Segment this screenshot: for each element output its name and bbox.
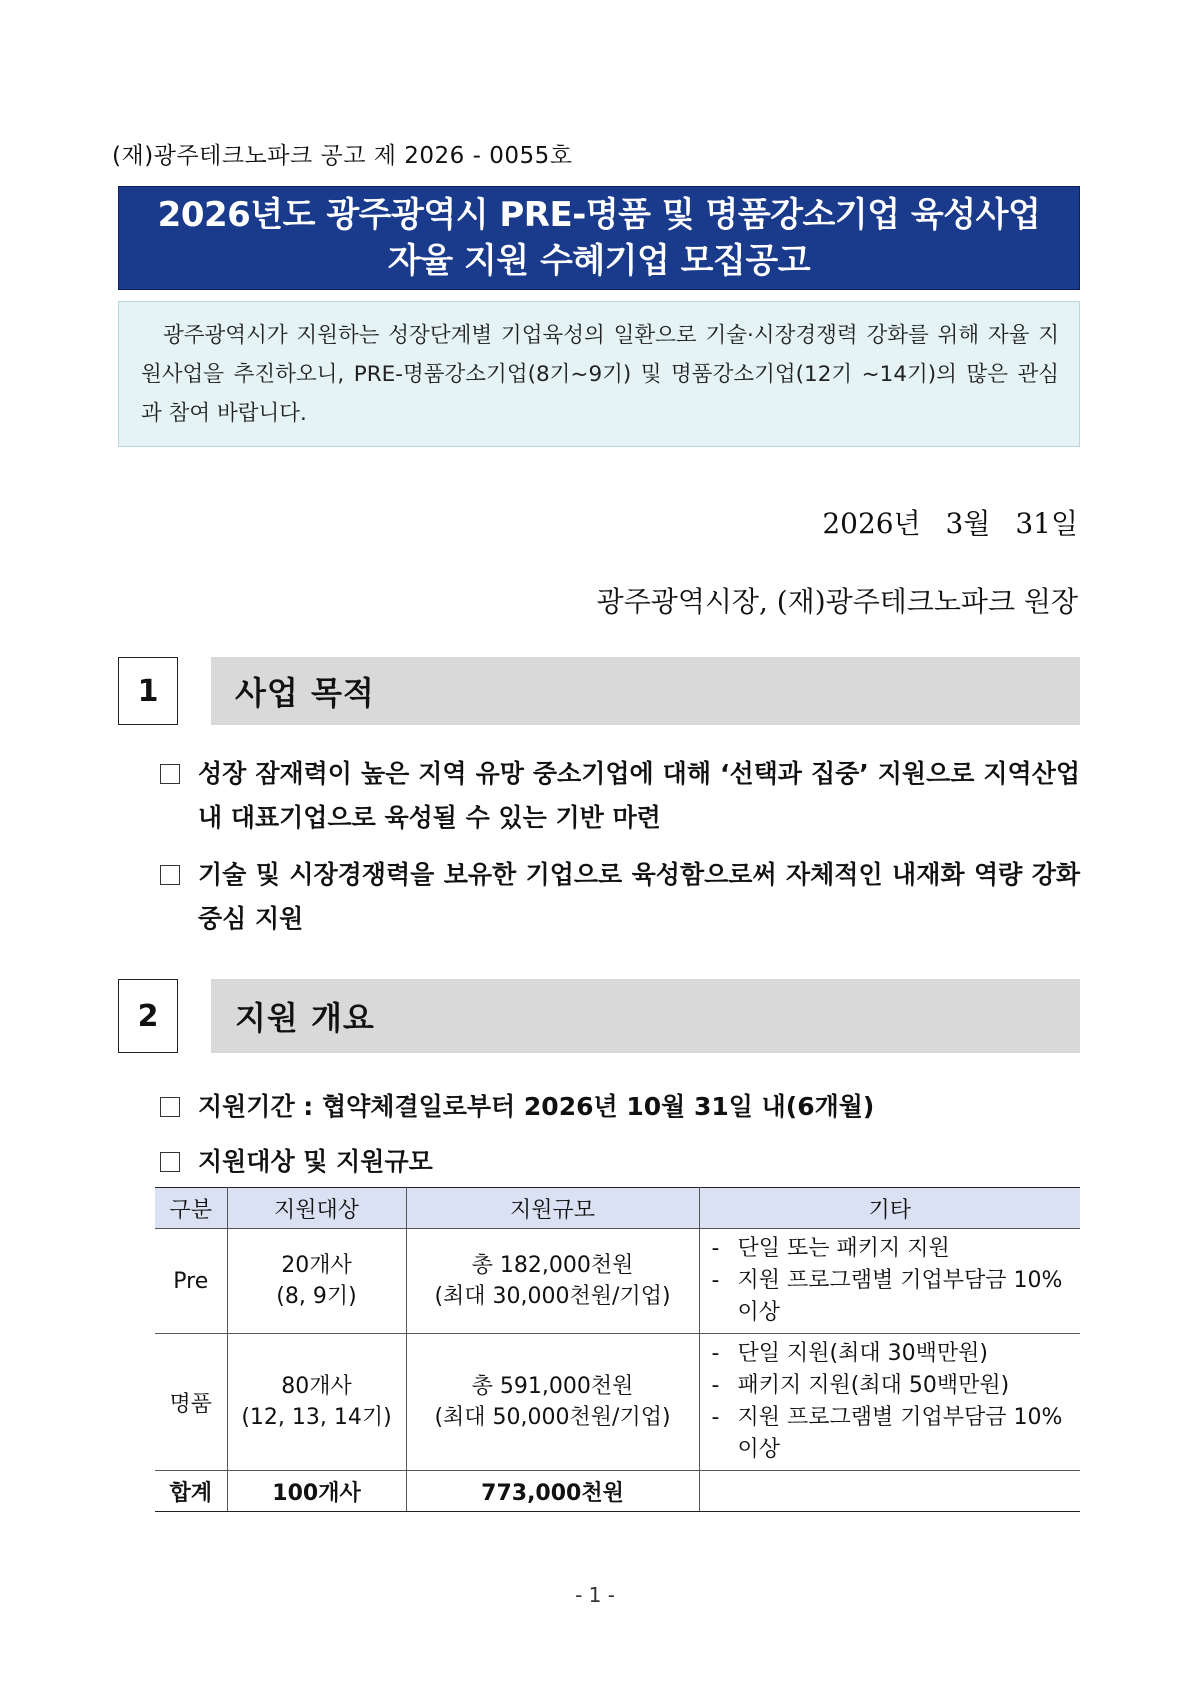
row-etc xyxy=(699,1334,1080,1471)
page-number: - 1 - xyxy=(575,1583,615,1607)
section-1-number: 1 xyxy=(118,657,178,725)
total-etc xyxy=(699,1471,1080,1512)
header-scale: 지원규모 xyxy=(406,1188,699,1229)
list-item: - 단일 지원(최대 30백만원) xyxy=(711,1341,988,1366)
notice-date: 2026년 3월 31일 xyxy=(822,507,1078,540)
table-row xyxy=(155,1334,1080,1471)
row-etc xyxy=(699,1229,1080,1334)
section-2-bullet-2: 지원대상 및 지원규모 xyxy=(160,1140,1080,1184)
checkbox-square-icon xyxy=(160,1152,180,1172)
section-1-bullet-1: 성장 잠재력이 높은 지역 유망 중소기업에 대해 ‘선택과 집중’ 지원으로 지역산업 내 대표기업으로 육성될 수 있는 기반 마련 xyxy=(160,752,1080,840)
list-item: - 패키지 지원(최대 50백만원) xyxy=(711,1373,1010,1398)
table-row xyxy=(155,1229,1080,1334)
header-category: 구분 xyxy=(155,1188,227,1229)
section-2-number: 2 xyxy=(118,979,178,1053)
checkbox-square-icon xyxy=(160,764,180,784)
section-2-bullet-1: 지원기간 : 협약체결일로부터 2026년 10월 31일 내(6개월) xyxy=(160,1085,1080,1129)
row-target: 80개사 (12, 13, 14기) xyxy=(227,1334,406,1471)
title-line-2: 자율 지원 수혜기업 모집공고 xyxy=(387,241,811,281)
total-label: 합계 xyxy=(155,1471,227,1512)
title-line-1: 2026년도 광주광역시 PRE-명품 및 명품강소기업 육성사업 xyxy=(157,195,1041,235)
checkbox-square-icon xyxy=(160,865,180,885)
section-1-bullet-2: 기술 및 시장경쟁력을 보유한 기업으로 육성함으로써 자체적인 내재화 역량 강화 중심 지원 xyxy=(160,853,1080,941)
header-target: 지원대상 xyxy=(227,1188,406,1229)
row-category: 명품 xyxy=(155,1334,227,1471)
header-etc: 기타 xyxy=(699,1188,1080,1229)
list-item: - 지원 프로그램별 기업부담금 10% 이상 xyxy=(711,1268,1063,1325)
title-banner xyxy=(118,186,1080,290)
checkbox-square-icon xyxy=(160,1097,180,1117)
row-scale: 총 182,000천원 (최대 30,000천원/기업) xyxy=(406,1229,699,1334)
total-target: 100개사 xyxy=(227,1471,406,1512)
table-total-row xyxy=(155,1471,1080,1512)
notice-number: (재)광주테크노파크 공고 제 2026 - 0055호 xyxy=(112,143,573,169)
support-table xyxy=(155,1187,1080,1512)
row-category: Pre xyxy=(155,1229,227,1334)
total-scale: 773,000천원 xyxy=(406,1471,699,1512)
row-target: 20개사 (8, 9기) xyxy=(227,1229,406,1334)
section-1-title: 사업 목적 xyxy=(211,657,1080,725)
list-item: - 단일 또는 패키지 지원 xyxy=(711,1236,950,1261)
table-header-row xyxy=(155,1188,1080,1229)
row-scale: 총 591,000천원 (최대 50,000천원/기업) xyxy=(406,1334,699,1471)
list-item: - 지원 프로그램별 기업부담금 10% 이상 xyxy=(711,1405,1063,1462)
issuer: 광주광역시장, (재)광주테크노파크 원장 xyxy=(596,585,1078,618)
intro-box xyxy=(118,301,1080,447)
intro-text: 광주광역시가 지원하는 성장단계별 기업육성의 일환으로 기술·시장경쟁력 강화를 위해 자율 지원사업을 추진하오니, PRE-명품강소기업(8기~9기) 및 명품강소기업(12기 ~14기)의 많은 관심과 참여 바랍니다. xyxy=(141,323,1059,426)
section-2-title: 지원 개요 xyxy=(211,979,1080,1053)
